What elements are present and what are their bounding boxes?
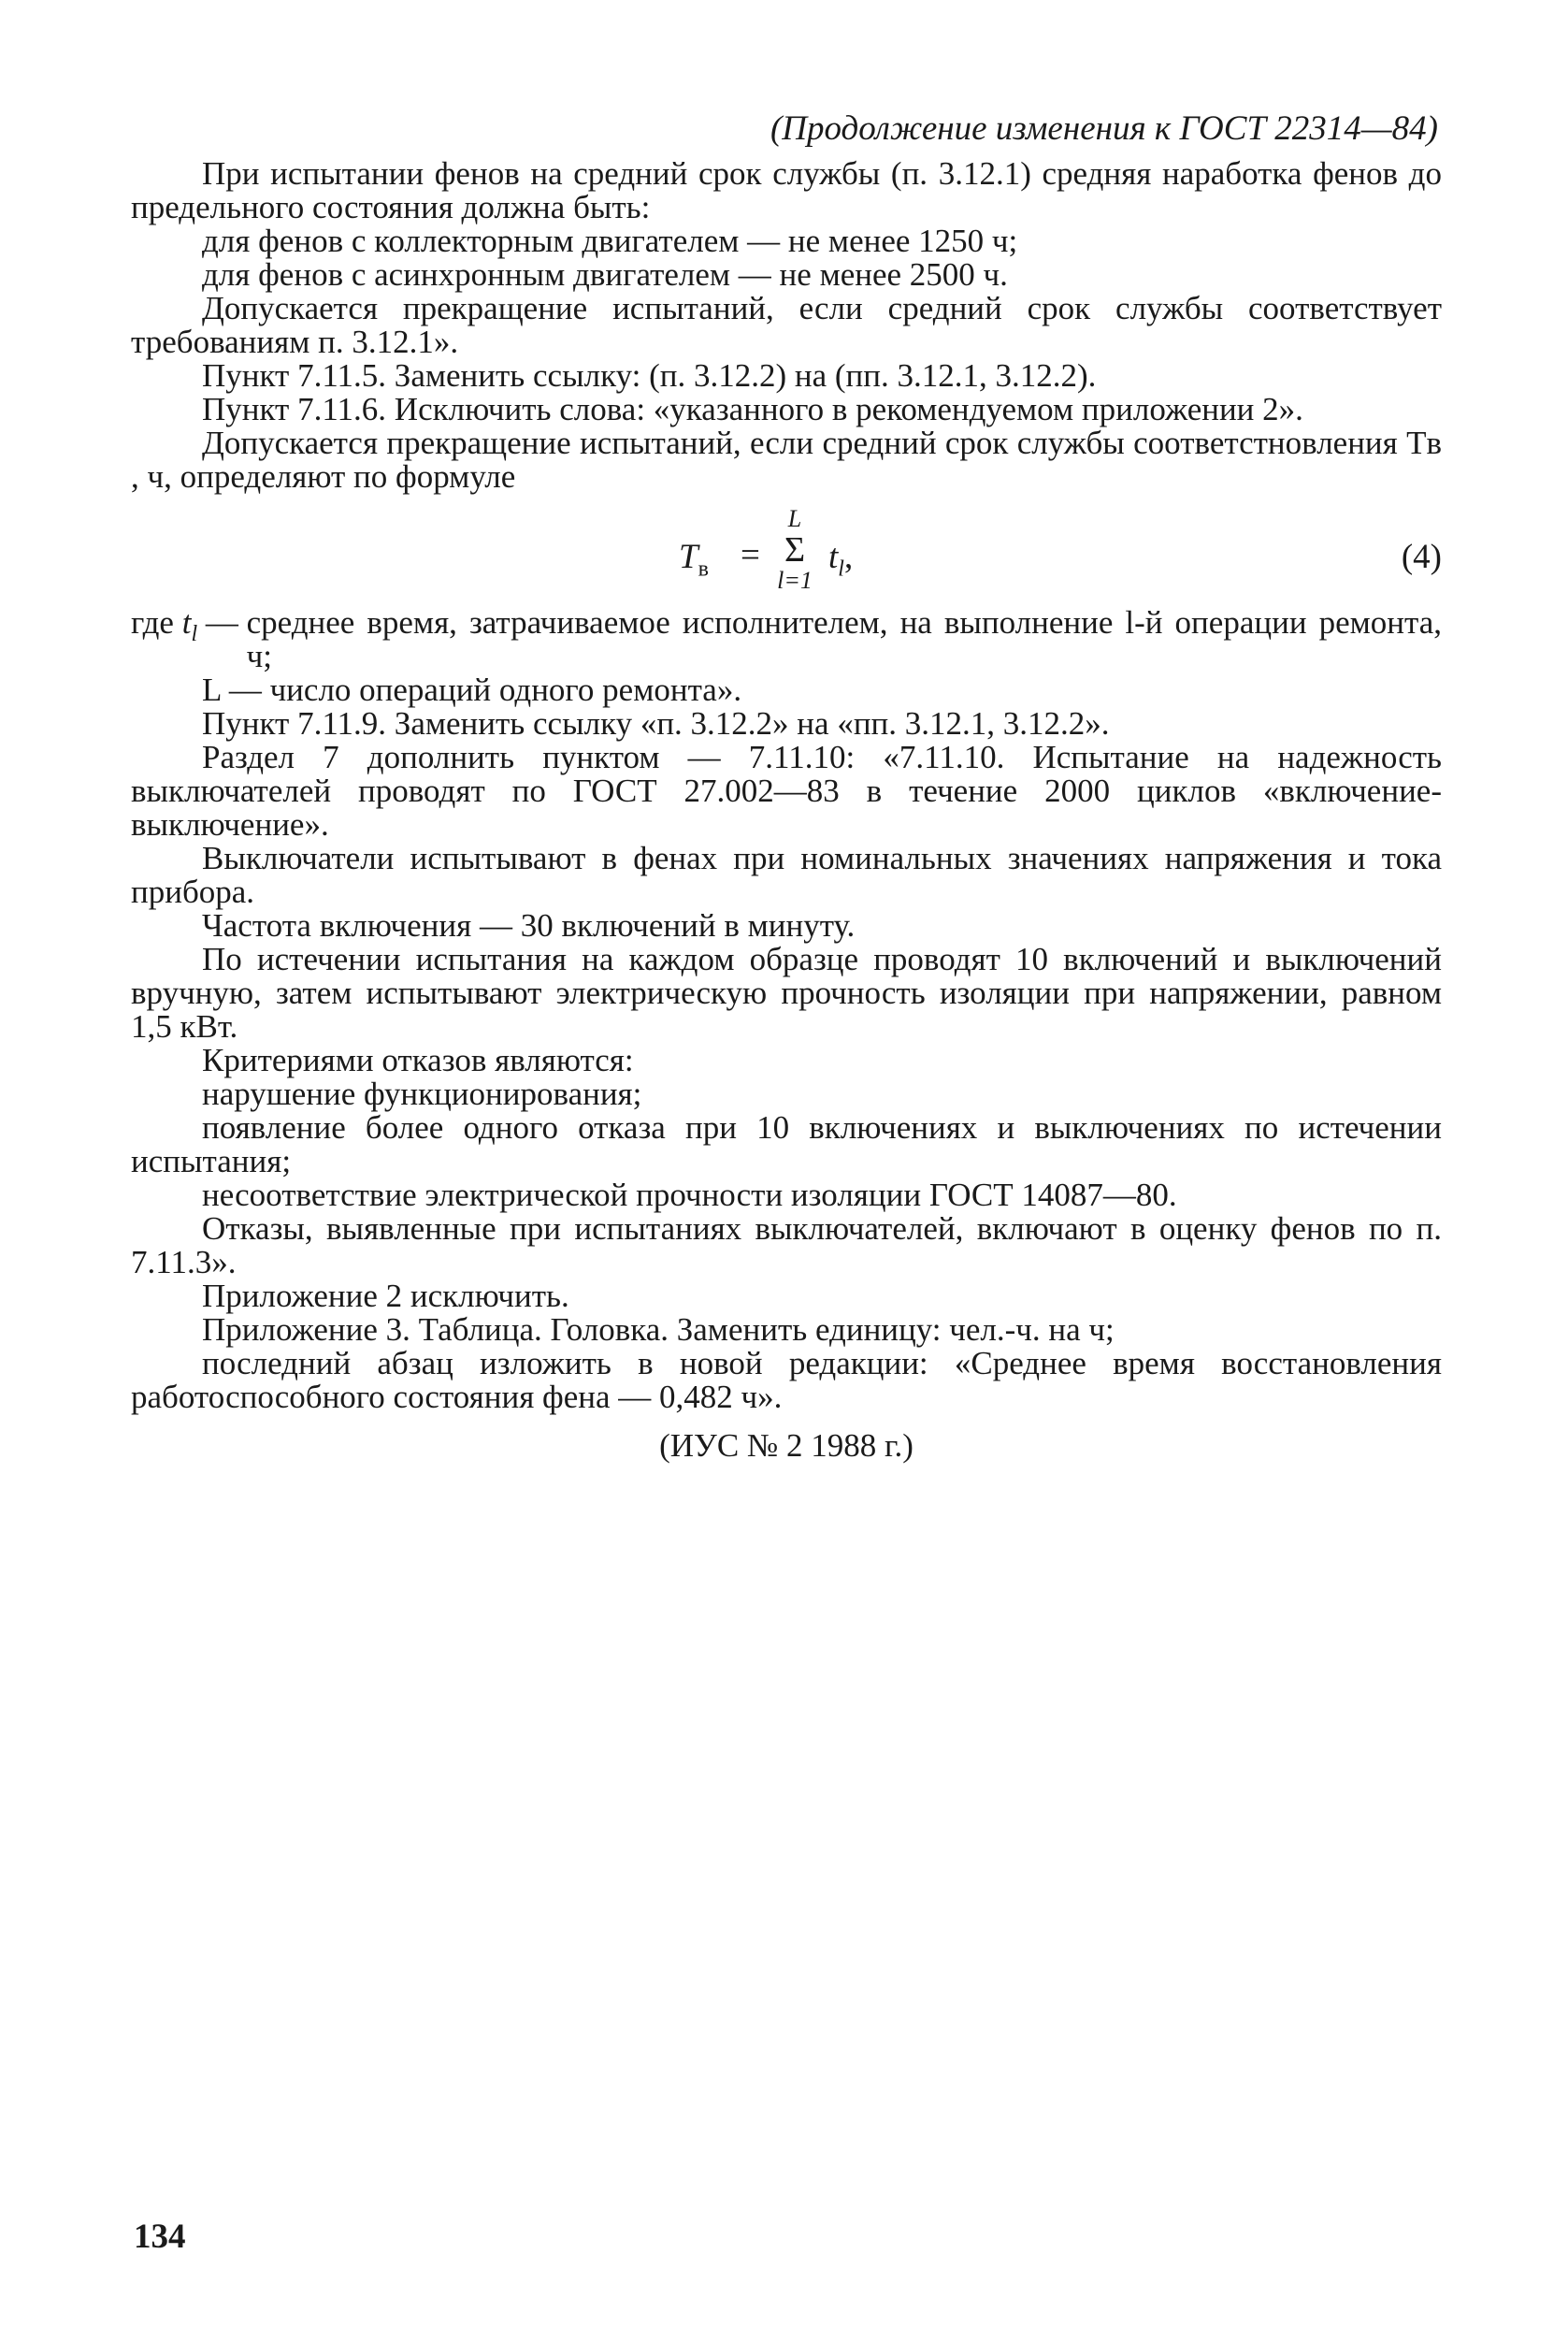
page-header: (Продолжение изменения к ГОСТ 22314—84) bbox=[770, 109, 1438, 148]
footer-note: (ИУС № 2 1988 г.) bbox=[659, 1427, 913, 1464]
paragraph: Пункт 7.11.6. Исключить слова: «указанного в рекомендуемом приложении 2». bbox=[202, 391, 1303, 427]
paragraph: появление более одного отказа при 10 включениях и выключениях по истечении испытания; bbox=[131, 1109, 1442, 1179]
paragraph: Выключатели испытывают в фенах при номинальных значениях напряжения и тока прибора. bbox=[131, 840, 1442, 910]
paragraph: Частота включения — 30 включений в минуту. bbox=[202, 907, 856, 944]
paragraph: Критериями отказов являются: bbox=[202, 1042, 634, 1078]
formula-term: $t_l$, bbox=[828, 538, 854, 582]
paragraph: При испытании фенов на средний срок службы (п. 3.12.1) средняя наработка фенов до предельного состояния должна быть: bbox=[131, 155, 1442, 225]
paragraph: Допускается прекращение испытаний, если средний срок службы соответстновления Tв , ч, определяют по формуле bbox=[131, 425, 1442, 495]
paragraph: несоответствие электрической прочности изоляции ГОСТ 14087—80. bbox=[202, 1177, 1177, 1213]
paragraph: для фенов с асинхронным двигателем — не менее 2500 ч. bbox=[202, 256, 1008, 293]
paragraph: Отказы, выявленные при испытаниях выключателей, включают в оценку фенов по п. 7.11.3». bbox=[131, 1210, 1442, 1280]
formula-number: (4) bbox=[1401, 538, 1442, 576]
page-number: 134 bbox=[134, 2218, 186, 2256]
paragraph: Приложение 3. Таблица. Головка. Заменить единицу: чел.-ч. на ч; bbox=[202, 1311, 1115, 1348]
paragraph: последний абзац изложить в новой редакции: «Среднее время восстановления работоспособного состояния фена — 0,482 ч». bbox=[131, 1345, 1442, 1415]
document-page bbox=[131, 110, 1442, 1463]
paragraph: Пункт 7.11.5. Заменить ссылку: (п. 3.12.2) на (пп. 3.12.1, 3.12.2). bbox=[202, 357, 1097, 394]
formula-4 bbox=[131, 507, 1442, 597]
paragraph: Пункт 7.11.9. Заменить ссылку «п. 3.12.2» на «пп. 3.12.1, 3.12.2». bbox=[202, 705, 1110, 742]
legend-line: L — число операций одного ремонта». bbox=[202, 672, 742, 708]
formula-sum: L Σ l=1 bbox=[777, 505, 813, 594]
paragraph: По истечении испытания на каждом образце проводят 10 включений и выключений вручную, затем испытывают электрическую прочность изоляции при напряжении, равном 1,5 кВт. bbox=[131, 941, 1442, 1045]
formula-lhs: $T_в$ bbox=[679, 538, 709, 582]
paragraph: Допускается прекращение испытаний, если средний срок службы соответствует требованиям п. 3.12.1». bbox=[131, 290, 1442, 360]
paragraph: нарушение функционирования; bbox=[202, 1076, 642, 1112]
paragraph: для фенов с коллекторным двигателем — не менее 1250 ч; bbox=[202, 223, 1018, 259]
paragraph: Приложение 2 исключить. bbox=[202, 1278, 569, 1314]
paragraph: Раздел 7 дополнить пунктом — 7.11.10: «7.11.10. Испытание на надежность выключателей проводят по ГОСТ 27.002—83 в течение 2000 циклов «включение-выключение». bbox=[131, 739, 1442, 843]
formula-equals: = bbox=[741, 536, 760, 574]
formula-legend: где $t_l$ — среднее время, затрачиваемое исполнителем, на выполнение l-й операции ремонта, ч; L — число операций одного ремонта». bbox=[131, 604, 1442, 708]
legend-text: среднее время, затрачиваемое исполнителем, на выполнение l-й операции ремонта, ч; bbox=[246, 604, 1442, 674]
